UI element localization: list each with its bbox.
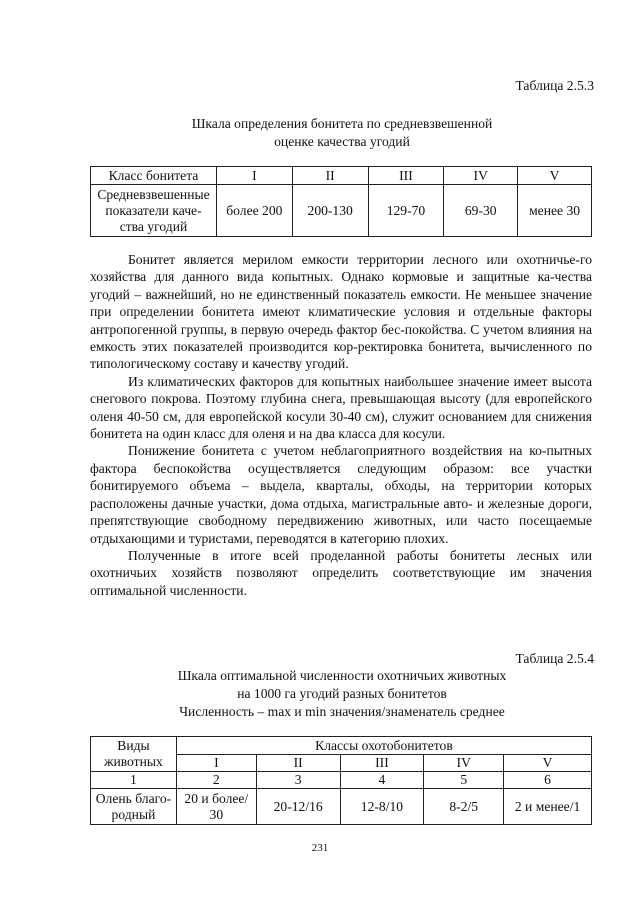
class-cell: IV — [444, 167, 518, 185]
bonitet-scale-table — [90, 166, 592, 237]
table2-caption: Таблица 2.5.4 — [515, 651, 594, 666]
number-cell: 4 — [340, 772, 424, 789]
table-header-row — [91, 737, 592, 755]
value-cell: менее 30 — [518, 185, 592, 237]
table-header-row — [91, 167, 592, 185]
row-label-line: ства угодий — [119, 218, 188, 234]
value-cell: 12-8/10 — [340, 789, 424, 825]
row-label-line: показатели каче- — [105, 202, 202, 218]
value-cell: 8-2/5 — [424, 789, 504, 825]
number-cell: 5 — [424, 772, 504, 789]
species-header-line: Виды — [117, 738, 150, 753]
table-row — [91, 185, 592, 237]
value-cell: 129-70 — [368, 185, 444, 237]
paragraph: Полученные в итоге всей проделанной работы бонитеты лесных или охотничьих хозяйств позволяют определить соответствующие им значения оптимальной численности. — [90, 547, 592, 598]
row-label-cell — [91, 789, 177, 825]
species-header-line: животных — [104, 754, 163, 769]
class-cell: I — [176, 755, 256, 772]
table1-title-line2: оценке качества угодий — [274, 134, 410, 149]
class-cell: II — [256, 755, 340, 772]
value-line: 20 и более/ — [184, 790, 249, 806]
class-cell: I — [216, 167, 292, 185]
table1-title-line1: Шкала определения бонитета по средневзвешенной — [191, 116, 493, 131]
row-label-cell — [91, 185, 217, 237]
class-cell: II — [292, 167, 368, 185]
table1-caption: Таблица 2.5.3 — [515, 78, 594, 93]
classes-header-cell: Классы охотобонитетов — [176, 737, 591, 755]
value-cell: 200-130 — [292, 185, 368, 237]
row-label-line: Олень благо- — [95, 790, 172, 806]
table2-title-line2: на 1000 га угодий разных бонитетов — [237, 686, 447, 701]
number-cell: 1 — [91, 772, 177, 789]
table2-title-line3: Численность – max и min значения/знаменатель среднее — [179, 704, 505, 719]
row-label-line: родный — [111, 806, 156, 822]
value-cell: 69-30 — [444, 185, 518, 237]
value-cell — [176, 789, 256, 825]
paragraph: Из климатических факторов для копытных наибольшее значение имеет высота снегового покрова. Поэтому глубина снега, превышающая высоту (для европейского оленя 40-50 см, для европейской косули 30-40 см), служит основанием для снижения бонитета на один класс для оленя и на два класса для косули. — [90, 373, 592, 442]
value-cell: 2 и менее/1 — [504, 789, 592, 825]
number-cell: 2 — [176, 772, 256, 789]
row-label-line: Средневзвешенные — [97, 186, 210, 202]
value-cell: 20-12/16 — [256, 789, 340, 825]
table2-title-line1: Шкала оптимальной численности охотничьих животных — [177, 668, 507, 683]
optimal-population-table — [90, 736, 592, 825]
class-cell: IV — [424, 755, 504, 772]
class-cell: III — [340, 755, 424, 772]
page-number: 231 — [311, 842, 329, 854]
number-cell: 6 — [504, 772, 592, 789]
paragraph: Бонитет является мерилом емкости территории лесного или охотничье-го хозяйства для данного вида копытных. Однако кормовые и защитные ка-чества угодий – важнейший, но не единственный показатель емкости. Не меньшее значение при определении бонитета имеют климатические условия и отдельные факторы антропогенной группы, в первую очередь фактор бес-покойства. С учетом влияния на емкость этих показателей производится кор-ректировка бонитета, вычисленного по типологическому составу и качеству угодий. — [90, 252, 592, 372]
number-cell: 3 — [256, 772, 340, 789]
class-cell: V — [504, 755, 592, 772]
species-header-cell — [91, 737, 177, 772]
header-cell: Класс бонитета — [91, 167, 217, 185]
value-line: 30 — [209, 806, 224, 822]
class-cell: V — [518, 167, 592, 185]
table-number-row — [91, 772, 592, 789]
paragraph: Понижение бонитета с учетом неблагоприятного воздействия на ко-пытных фактора беспокойства осуществляется следующим образом: все участки бонитируемого объема – выдела, кварталы, обходы, на территории которых расположены дачные участки, дома отдыха, магистральные авто- и железные дороги, препятствующие свободному передвижению животных, или часто посещаемые отдыхающими и туристами, переводятся в категорию плохих. — [90, 443, 592, 546]
table-row — [91, 789, 592, 825]
class-cell: III — [368, 167, 444, 185]
value-cell: более 200 — [216, 185, 292, 237]
body-text — [90, 251, 592, 599]
